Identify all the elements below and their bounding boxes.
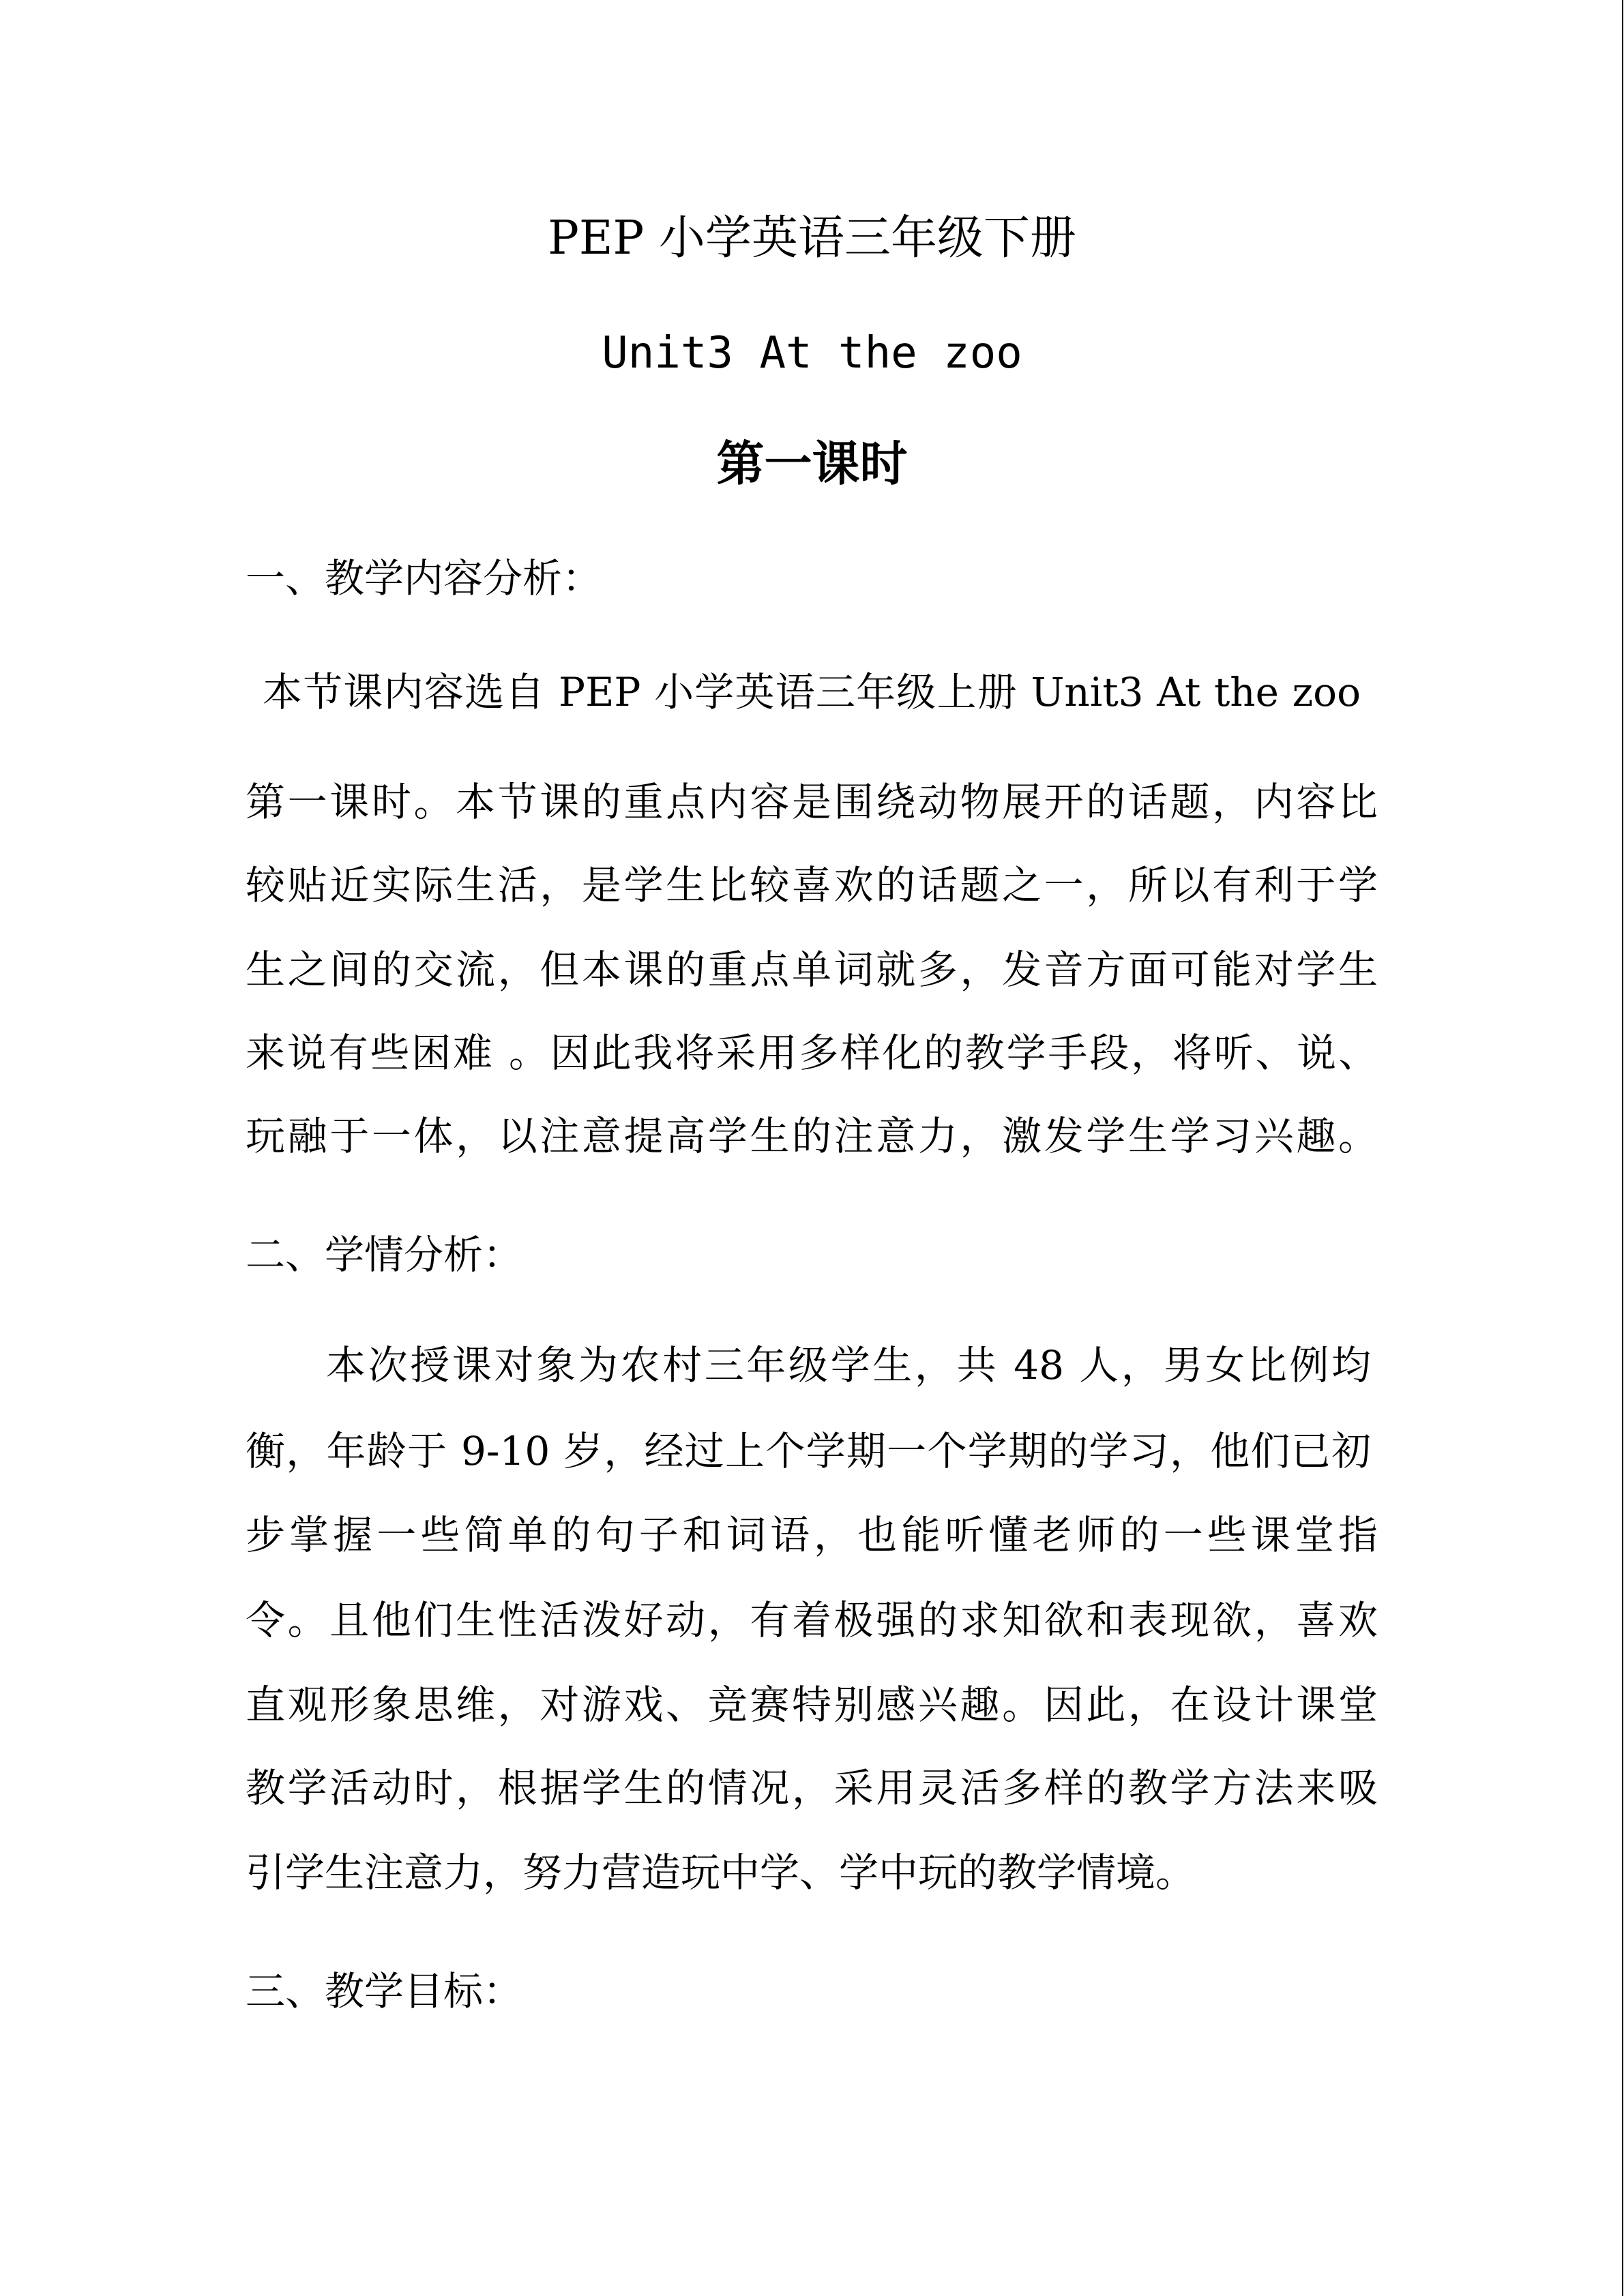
paragraph-line: 较贴近实际生活，是学生比较喜欢的话题之一，所以有利于学: [246, 862, 1378, 908]
paragraph-line: 直观形象思维，对游戏、竞赛特别感兴趣。因此，在设计课堂: [246, 1682, 1378, 1728]
paragraph-line: 本次授课对象为农村三年级学生，共 48 人，男女比例均: [326, 1342, 1371, 1388]
section-heading-learner-analysis: 二、学情分析：: [246, 1232, 523, 1278]
paragraph-line: 生之间的交流，但本课的重点单词就多，发音方面可能对学生: [246, 946, 1378, 993]
unit-title: Unit3 At the zoo: [602, 328, 1022, 378]
paragraph-line: 本节课内容选自 PEP 小学英语三年级上册 Unit3 At the zoo: [263, 669, 1361, 715]
document-title: PEP 小学英语三年级下册: [548, 211, 1076, 265]
paragraph-line: 教学活动时，根据学生的情况，采用灵活多样的教学方法来吸: [246, 1765, 1378, 1811]
paragraph-line: 令。且他们生性活泼好动，有着极强的求知欲和表现欲，喜欢: [246, 1597, 1378, 1643]
paragraph-line: 来说有些困难 。因此我将采用多样化的教学手段，将听、说、: [246, 1030, 1378, 1076]
section-heading-content-analysis: 一、教学内容分析：: [246, 555, 602, 601]
lesson-title: 第一课时: [716, 435, 908, 492]
paragraph-line: 衡，年龄于 9-10 岁，经过上个学期一个学期的学习，他们已初: [246, 1428, 1371, 1474]
section-heading-teaching-objectives: 三、教学目标：: [246, 1968, 523, 2014]
paragraph-line: 引学生注意力，努力营造玩中学、学中玩的教学情境。: [246, 1849, 1196, 1896]
paragraph-line: 玩融于一体，以注意提高学生的注意力，激发学生学习兴趣。: [246, 1113, 1378, 1159]
paragraph-line: 第一课时。本节课的重点内容是围绕动物展开的话题，内容比: [246, 779, 1378, 825]
paragraph-line: 步掌握一些简单的句子和词语，也能听懂老师的一些课堂指: [246, 1512, 1378, 1558]
